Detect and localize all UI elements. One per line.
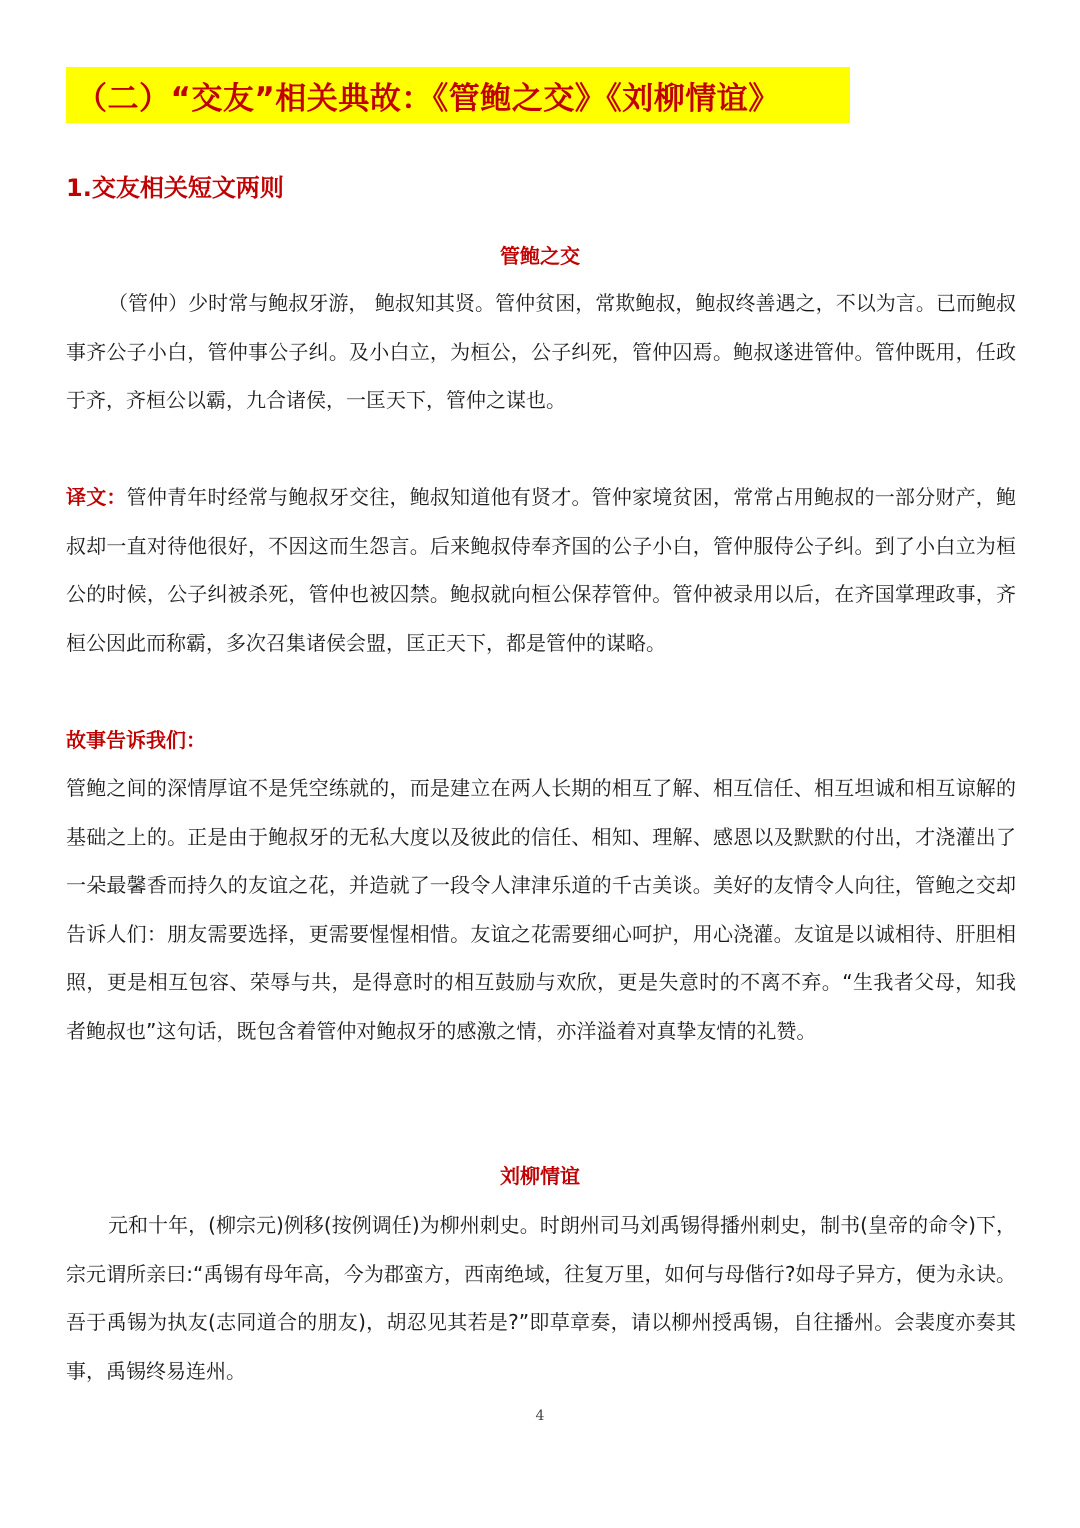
- story1-translation: [66, 473, 1016, 667]
- story2-original-text: 元和十年，(柳宗元)例移(按例调任)为柳州刺史。时朗州司马刘禹锡得播州刺史，制书(皇帝的命令)下，宗元谓所亲曰:“禹锡有母年高，今为郡蛮方，西南绝域，往复万里，如何与母偕行?如母子异方，便为永诀。吾于禹锡为执友(志同道合的朋友)，胡忍见其若是?”即草章奏，请以柳州授禹锡，自往播州。会裴度亦奏其事，禹锡终易连州。: [66, 1213, 1016, 1383]
- translation-label: 译文：: [66, 485, 127, 509]
- page-number: 4: [535, 1408, 545, 1424]
- story2-title: 刘柳情谊: [500, 1164, 580, 1188]
- story1-title: 管鲍之交: [500, 244, 580, 268]
- lesson-text: 管鲍之间的深情厚谊不是凭空练就的，而是建立在两人长期的相互了解、相互信任、相互坦诚和相互谅解的基础之上的。正是由于鲍叔牙的无私大度以及彼此的信任、相知、理解、感恩以及默默的付出，才浇灌出了一朵最馨香而持久的友谊之花，并造就了一段令人津津乐道的千古美谈。美好的友情令人向往，管鲍之交却告诉人们：朋友需要选择，更需要惺惺相惜。友谊之花需要细心呵护，用心浇灌。友谊是以诚相待、肝胆相照，更是相互包容、荣辱与共，是得意时的相互鼓励与欢欣，更是失意时的不离不弃。“生我者父母，知我者鲍叔也”这句话，既包含着管仲对鲍叔牙的感激之情，亦洋溢着对真挚友情的礼赞。: [66, 776, 1016, 1043]
- translation-text: 管仲青年时经常与鲍叔牙交往，鲍叔知道他有贤才。管仲家境贫困，常常占用鲍叔的一部分财产，鲍叔却一直对待他很好，不因这而生怨言。后来鲍叔侍奉齐国的公子小白，管仲服侍公子纠。到了小白立为桓公的时候，公子纠被杀死，管仲也被囚禁。鲍叔就向桓公保荐管仲。管仲被录用以后，在齐国掌理政事，齐桓公因此而称霸，多次召集诸侯会盟，匡正天下，都是管仲的谋略。: [66, 485, 1017, 655]
- banner-title: （二）“交友”相关典故：《管鲍之交》《刘柳情谊》: [76, 80, 780, 117]
- section-heading: 1.交友相关短文两则: [66, 174, 284, 202]
- story1-original-text: （管仲）少时常与鲍叔牙游， 鲍叔知其贤。管仲贫困，常欺鲍叔，鲍叔终善遇之，不以为言。已而鲍叔事齐公子小白，管仲事公子纠。及小白立，为桓公，公子纠死，管仲囚焉。鲍叔遂进管仲。管仲既用，任政于齐，齐桓公以霸，九合诸侯，一匡天下，管仲之谋也。: [66, 291, 1016, 412]
- lesson-label: 故事告诉我们：: [66, 728, 206, 752]
- title-banner: [66, 67, 850, 123]
